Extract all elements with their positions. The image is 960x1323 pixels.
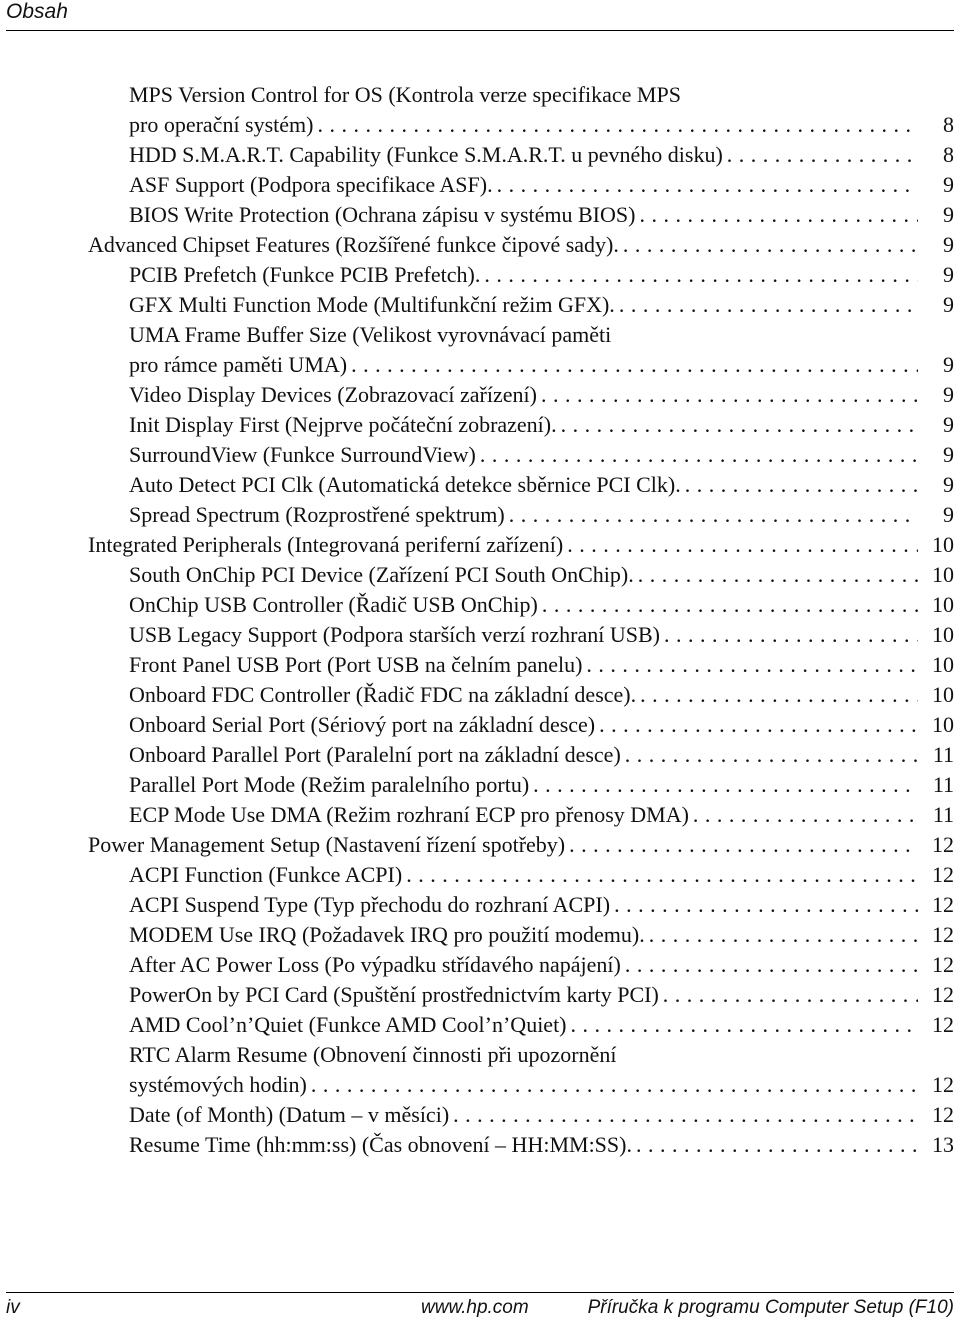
toc-entry-page: 10 <box>932 622 954 647</box>
toc-entry-title: MODEM Use IRQ (Požadavek IRQ pro použití modemu). <box>129 920 645 950</box>
toc-entry-page: 8 <box>943 112 954 137</box>
toc-entry[interactable] <box>0 830 960 860</box>
toc-entry-title: ASF Support (Podpora specifikace ASF). <box>129 170 493 200</box>
toc-entry-title: Power Management Setup (Nastavení řízení spotřeby) <box>88 830 565 860</box>
toc-dot-leader <box>663 980 918 1010</box>
toc-entry-page: 9 <box>943 472 954 497</box>
toc-entry-title: PowerOn by PCI Card (Spuštění prostřednictvím karty PCI) <box>129 980 659 1010</box>
toc-entry[interactable] <box>0 410 960 440</box>
toc-dot-leader <box>649 920 918 950</box>
toc-entry-page: 10 <box>932 592 954 617</box>
toc-entry-title: ACPI Function (Funkce ACPI) <box>129 860 402 890</box>
toc-entry-title: GFX Multi Function Mode (Multifunkční režim GFX). <box>129 290 615 320</box>
toc-dot-leader <box>453 1100 918 1130</box>
toc-entry-title: BIOS Write Protection (Ochrana zápisu v systému BIOS) <box>129 200 635 230</box>
toc-entry-page: 12 <box>932 922 954 947</box>
toc-entry[interactable] <box>0 1070 960 1100</box>
toc-entry-title: SurroundView (Funkce SurroundView) <box>129 440 476 470</box>
toc-entry[interactable] <box>0 440 960 470</box>
toc-dot-leader <box>509 500 918 530</box>
toc-entry[interactable] <box>0 710 960 740</box>
toc-entry-title: pro rámce paměti UMA) <box>129 350 347 380</box>
toc-entry-title: After AC Power Loss (Po výpadku střídavého napájení) <box>129 950 621 980</box>
toc-entry[interactable] <box>0 290 960 320</box>
toc-entry[interactable] <box>0 200 960 230</box>
toc-dot-leader <box>406 860 918 890</box>
toc-dot-leader <box>623 230 918 260</box>
toc-dot-leader <box>625 950 918 980</box>
toc-entry-page: 12 <box>932 832 954 857</box>
toc-entry-page: 12 <box>932 952 954 977</box>
toc-entry-title: Onboard Serial Port (Sériový port na základní desce) <box>129 710 595 740</box>
toc-dot-leader <box>480 440 918 470</box>
toc-entry-page: 9 <box>943 262 954 287</box>
toc-entry-page: 11 <box>932 742 954 767</box>
toc-entry-title: Video Display Devices (Zobrazovací zařízení) <box>129 380 537 410</box>
toc-entry-title: PCIB Prefetch (Funkce PCIB Prefetch). <box>129 260 480 290</box>
toc-dot-leader <box>693 800 918 830</box>
toc-entry[interactable] <box>0 500 960 530</box>
toc-dot-leader <box>619 290 918 320</box>
footer-book-title: Příručka k programu Computer Setup (F10) <box>587 1297 954 1318</box>
toc-dot-leader <box>351 350 918 380</box>
toc-entry[interactable] <box>0 1100 960 1130</box>
toc-entry[interactable] <box>0 860 960 890</box>
toc-entry[interactable] <box>0 1130 960 1160</box>
toc-entry-title: Front Panel USB Port (Port USB na čelním panelu) <box>129 650 582 680</box>
toc-entry-page: 10 <box>932 532 954 557</box>
toc-dot-leader <box>614 890 918 920</box>
toc-entry[interactable] <box>0 530 960 560</box>
toc-entry-page: 9 <box>943 202 954 227</box>
toc-entry-page: 8 <box>943 142 954 167</box>
toc-entry-page: 10 <box>932 712 954 737</box>
toc-entry[interactable] <box>0 950 960 980</box>
toc-entry-title: South OnChip PCI Device (Zařízení PCI South OnChip). <box>129 560 634 590</box>
toc-entry-page: 11 <box>932 802 954 827</box>
toc-dot-leader <box>497 170 918 200</box>
toc-entry[interactable] <box>0 560 960 590</box>
toc-entry[interactable] <box>0 980 960 1010</box>
toc-entry-title: Date (of Month) (Datum – v měsíci) <box>129 1100 449 1130</box>
toc-dot-leader <box>664 620 918 650</box>
toc-entry[interactable] <box>0 140 960 170</box>
toc-entry-page: 9 <box>943 382 954 407</box>
toc-entry-page: 12 <box>932 862 954 887</box>
toc-entry-page: 12 <box>932 1012 954 1037</box>
toc-entry[interactable] <box>0 740 960 770</box>
toc-entry-title: USB Legacy Support (Podpora starších verzí rozhraní USB) <box>129 620 660 650</box>
toc-dot-leader <box>625 740 918 770</box>
toc-dot-leader <box>542 590 918 620</box>
toc-entry[interactable] <box>0 680 960 710</box>
toc-entry-page: 9 <box>943 412 954 437</box>
toc-entry-title: RTC Alarm Resume (Obnovení činnosti při upozornění <box>129 1040 617 1070</box>
toc-dot-leader <box>561 410 918 440</box>
toc-dot-leader <box>318 110 919 140</box>
toc-entry[interactable] <box>0 350 960 380</box>
toc-entry-page: 13 <box>932 1132 954 1157</box>
toc-entry-title: Resume Time (hh:mm:ss) (Čas obnovení – HH:MM:SS). <box>129 1130 632 1160</box>
toc-dot-leader <box>567 530 918 560</box>
toc-dot-leader <box>639 200 918 230</box>
toc-entry[interactable] <box>0 890 960 920</box>
toc-entry-title: OnChip USB Controller (Řadič USB OnChip) <box>129 590 538 620</box>
toc-entry-title: Integrated Peripherals (Integrovaná periferní zařízení) <box>88 530 563 560</box>
toc-entry-title: systémových hodin) <box>129 1070 307 1100</box>
toc-dot-leader <box>599 710 918 740</box>
toc-entry-page: 9 <box>943 442 954 467</box>
toc-entry-title: Advanced Chipset Features (Rozšířené funkce čipové sady). <box>88 230 619 260</box>
toc-entry[interactable] <box>0 770 960 800</box>
running-header: Obsah <box>6 0 68 23</box>
toc-entry[interactable] <box>0 650 960 680</box>
toc-entry-page: 9 <box>943 352 954 377</box>
toc-entry-title: ACPI Suspend Type (Typ přechodu do rozhraní ACPI) <box>129 890 610 920</box>
toc-dot-leader <box>541 380 918 410</box>
toc-entry-page: 12 <box>932 1072 954 1097</box>
toc-entry[interactable] <box>0 230 960 260</box>
toc-entry-page: 11 <box>932 772 954 797</box>
toc-entry-page: 9 <box>943 232 954 257</box>
toc-entry[interactable] <box>0 260 960 290</box>
toc-dot-leader <box>636 1130 918 1160</box>
toc-entry-title: Spread Spectrum (Rozprostřené spektrum) <box>129 500 505 530</box>
toc-entry-title: AMD Cool’n’Quiet (Funkce AMD Cool’n’Quiet) <box>129 1010 567 1040</box>
toc-entry[interactable] <box>0 620 960 650</box>
toc-entry-page: 9 <box>943 172 954 197</box>
toc-dot-leader <box>727 140 918 170</box>
toc-entry-title: Parallel Port Mode (Režim paralelního portu) <box>129 770 529 800</box>
toc-dot-leader <box>685 470 918 500</box>
toc-entry-title: UMA Frame Buffer Size (Velikost vyrovnávací paměti <box>129 320 611 350</box>
toc-entry-page: 12 <box>932 1102 954 1127</box>
header-divider <box>6 30 954 31</box>
toc-entry[interactable] <box>0 470 960 500</box>
footer-url: www.hp.com <box>421 1297 529 1318</box>
toc-entry-page: 12 <box>932 892 954 917</box>
toc-dot-leader <box>569 830 918 860</box>
toc-entry[interactable] <box>0 320 960 350</box>
toc-entry[interactable] <box>0 590 960 620</box>
toc-entry-title: pro operační systém) <box>129 110 314 140</box>
toc-entry[interactable] <box>0 800 960 830</box>
footer-divider <box>6 1292 954 1293</box>
toc-entry[interactable] <box>0 1040 960 1070</box>
toc-entry-title: HDD S.M.A.R.T. Capability (Funkce S.M.A.R.T. u pevného disku) <box>129 140 723 170</box>
toc-entry-page: 9 <box>943 502 954 527</box>
toc-entry[interactable] <box>0 920 960 950</box>
toc-dot-leader <box>571 1010 918 1040</box>
table-of-contents <box>0 80 960 1160</box>
toc-entry-title: Onboard Parallel Port (Paralelní port na základní desce) <box>129 740 621 770</box>
footer-page-number: iv <box>6 1297 20 1318</box>
toc-entry[interactable] <box>0 80 960 110</box>
toc-entry-title: MPS Version Control for OS (Kontrola verze specifikace MPS <box>129 80 681 110</box>
toc-dot-leader <box>640 680 918 710</box>
toc-dot-leader <box>586 650 918 680</box>
toc-entry[interactable] <box>0 1010 960 1040</box>
toc-entry-title: Auto Detect PCI Clk (Automatická detekce sběrnice PCI Clk). <box>129 470 681 500</box>
toc-dot-leader <box>484 260 918 290</box>
toc-entry-page: 10 <box>932 682 954 707</box>
toc-entry-title: ECP Mode Use DMA (Režim rozhraní ECP pro přenosy DMA) <box>129 800 689 830</box>
toc-entry-title: Onboard FDC Controller (Řadič FDC na základní desce). <box>129 680 636 710</box>
toc-entry-title: Init Display First (Nejprve počáteční zobrazení). <box>129 410 557 440</box>
toc-entry-page: 12 <box>932 982 954 1007</box>
toc-entry[interactable] <box>0 170 960 200</box>
toc-entry[interactable] <box>0 380 960 410</box>
toc-entry-page: 9 <box>943 292 954 317</box>
toc-entry[interactable] <box>0 110 960 140</box>
toc-dot-leader <box>638 560 918 590</box>
toc-dot-leader <box>533 770 918 800</box>
toc-entry-page: 10 <box>932 562 954 587</box>
toc-dot-leader <box>311 1070 918 1100</box>
toc-entry-page: 10 <box>932 652 954 677</box>
